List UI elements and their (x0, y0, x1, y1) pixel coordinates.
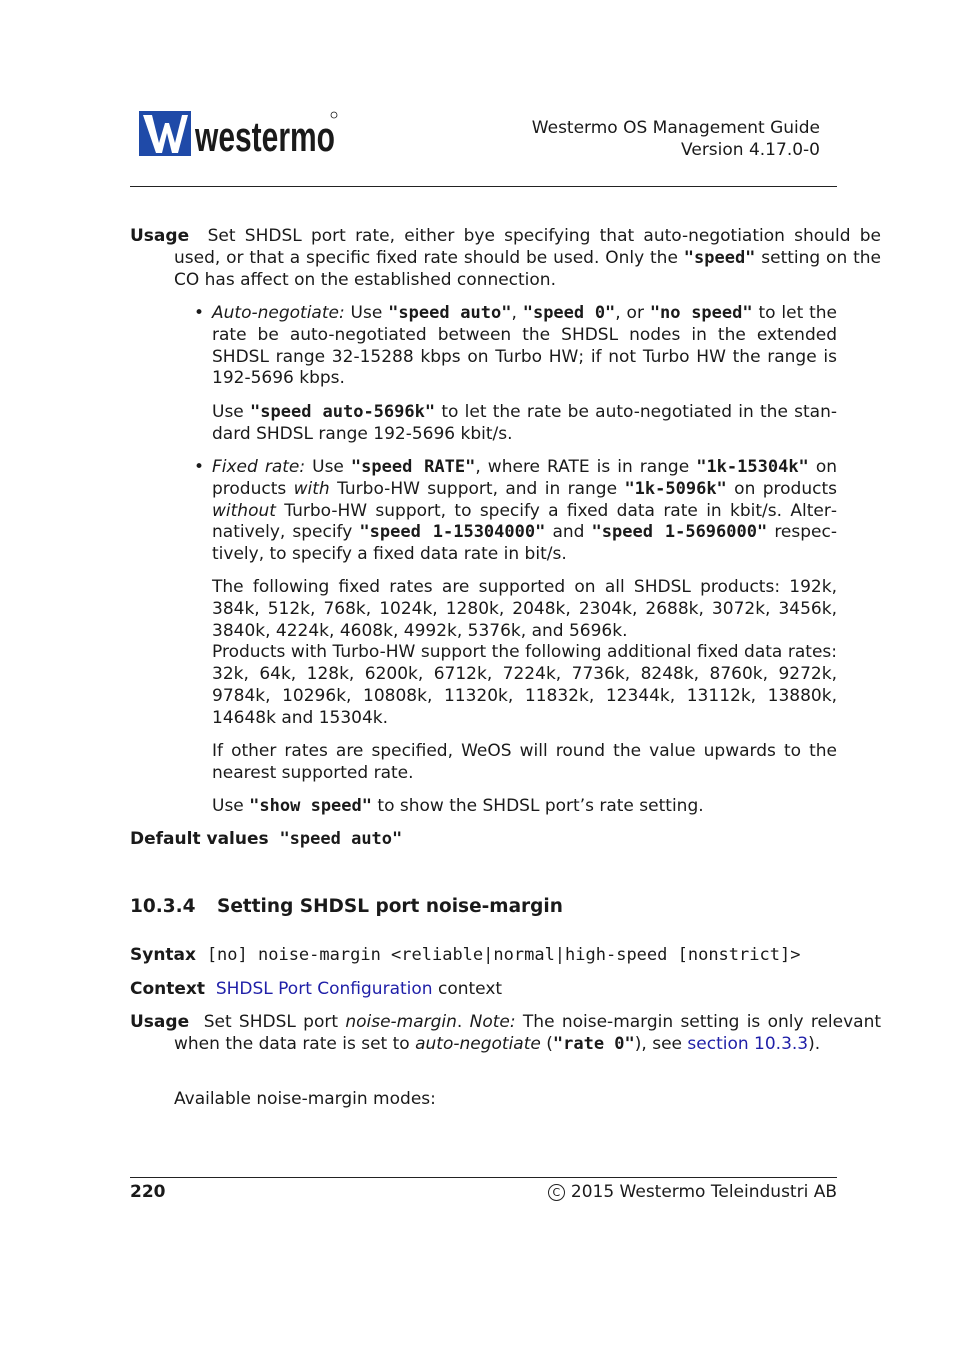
default-label: Default values (130, 829, 269, 849)
text: , or (615, 303, 650, 323)
context-label: Context (130, 979, 206, 999)
code-speed-auto-5696k: "speed auto-5696k" (250, 402, 436, 422)
code-default-speed-auto: "speed auto" (279, 829, 403, 849)
shdsl-port-configuration-link[interactable]: SHDSL Port Configuration (215, 979, 433, 999)
syntax-line (130, 945, 837, 967)
text: ), see (634, 1033, 688, 1054)
code-range-turbo: "1k-15304k" (696, 457, 809, 477)
header-text (532, 117, 820, 161)
text: , where RATE is in range (475, 457, 697, 477)
context-line (130, 979, 837, 1001)
svg-text:westermo: westermo (194, 113, 335, 160)
text: ). (808, 1033, 821, 1054)
code-show-speed: "show speed" (249, 796, 372, 816)
text: Use (305, 457, 351, 477)
text: to let the rate be auto-negotiated in the standard SHDSL range 192-5696 kbit/s. (212, 402, 837, 444)
standard-rates-text: The following fixed rates are supported on all SHDSL products: 192k, 384k, 512k, 768k, 1024k, 1280k, 2048k, 2304k, 2688k, 3072k, 3456k, 3840k, 4224k, 4608k, 4992k, 5376k, and 5696k. (212, 577, 837, 641)
code-speed-rate: "speed RATE" (350, 457, 476, 477)
code-rate-0: "rate 0" (552, 1033, 635, 1054)
code-speed-auto: "speed auto" (388, 303, 512, 323)
section-10-3-3-link[interactable]: section 10.3.3 (687, 1033, 809, 1054)
section-heading (130, 896, 563, 917)
usage-paragraph (130, 226, 881, 291)
usage-text-end: setting on the CO has affect on the established connection. (174, 247, 881, 290)
auto-5696k-paragraph (212, 402, 837, 446)
text: . (456, 1012, 470, 1032)
code-speed-bits-turbo: "speed 1-15304000" (359, 522, 546, 543)
text: context (432, 979, 503, 999)
show-speed-paragraph (212, 796, 837, 818)
round-paragraph: If other rates are specified, WeOS will round the value upwards to the nearest supported rate. (212, 741, 837, 783)
list-item-auto-negotiate (194, 303, 838, 390)
usage-label: Usage (130, 1012, 190, 1032)
copyright-text: 2015 Westermo Teleindustri AB (570, 1182, 837, 1202)
bullet-icon: • (194, 303, 205, 323)
emph-auto-negotiate: auto-negotiate (415, 1033, 541, 1054)
text: and (545, 522, 592, 543)
code-range-standard: "1k-5096k" (624, 478, 727, 499)
guide-title: Westermo OS Management Guide (531, 118, 820, 138)
code-speed: "speed" (683, 247, 756, 268)
syntax-label: Syntax (130, 945, 196, 965)
bullet-icon: • (194, 457, 205, 477)
code-no-speed: "no speed" (649, 303, 753, 323)
emph-note: Note: (469, 1012, 516, 1032)
text: to let the rate be auto-negotiated between the SHDSL nodes in the extended SHDSL range 32-15288 kbps on Turbo HW; if not Turbo HW the range is 192-5696 kbps. (212, 303, 838, 389)
emph-noise-margin: noise-margin (345, 1012, 457, 1032)
guide-version: Version 4.17.0-0 (681, 140, 820, 160)
auto-label: Auto-negotiate: (212, 303, 345, 323)
usage-label: Usage (130, 226, 190, 246)
text: Use (344, 303, 389, 323)
text: respectively, to specify a fixed data rate in bit/s. (212, 522, 837, 565)
usage-noise-margin-paragraph (130, 1012, 881, 1056)
copyright-icon: C (548, 1184, 565, 1201)
text: Use (212, 402, 251, 422)
default-values (130, 829, 837, 851)
text: , (511, 303, 523, 323)
text: on products (726, 478, 837, 499)
page-number: 220 (130, 1182, 166, 1202)
text: Turbo-HW support, to specify a fixed data rate in kbit/s. Alternatively, specify (212, 500, 837, 543)
text: Turbo-HW support, and in range (329, 478, 625, 499)
list-item-fixed-rate (194, 457, 837, 566)
rates-paragraph (212, 577, 837, 730)
footer-rule (130, 1177, 837, 1178)
emph-without: without (212, 500, 276, 521)
available-modes-text: Available noise-margin modes: (174, 1089, 436, 1109)
text: The noise-margin setting is only relevant when the data rate is set to (174, 1012, 882, 1054)
section-number: 10.3.4 (130, 896, 196, 917)
section-title: Setting SHDSL port noise-margin (217, 896, 563, 917)
usage-text: Set SHDSL port rate, either bye specifying that auto-negotiation should be used, or that a specific fixed rate should be used. Only the (174, 226, 881, 268)
text: on products (212, 457, 837, 499)
code-speed-0: "speed 0" (522, 303, 616, 323)
header-rule (130, 186, 837, 187)
turbo-rates-text: Products with Turbo-HW support the following additional fixed data rates: 32k, 64k, 128k, 6200k, 6712k, 7224k, 7736k, 8248k, 8760k, 9272k, 9784k, 10296k, 10808k, 11320k, 11832k, 12344k, 13112k, 13880k, 14648k and 15304k. (212, 642, 837, 728)
text: to show the SHDSL port’s rate setting. (372, 796, 704, 816)
copyright (548, 1182, 837, 1202)
emph-with: with (293, 478, 330, 499)
text: ( (540, 1033, 553, 1054)
syntax-code: [no] noise-margin <reliable|normal|high-speed [nonstrict]> (206, 945, 801, 965)
fixed-label: Fixed rate: (212, 457, 306, 477)
text: Set SHDSL port (203, 1012, 346, 1032)
code-speed-bits-standard: "speed 1-5696000" (591, 522, 768, 543)
westermo-logo (139, 109, 339, 160)
text: Use (212, 796, 250, 816)
